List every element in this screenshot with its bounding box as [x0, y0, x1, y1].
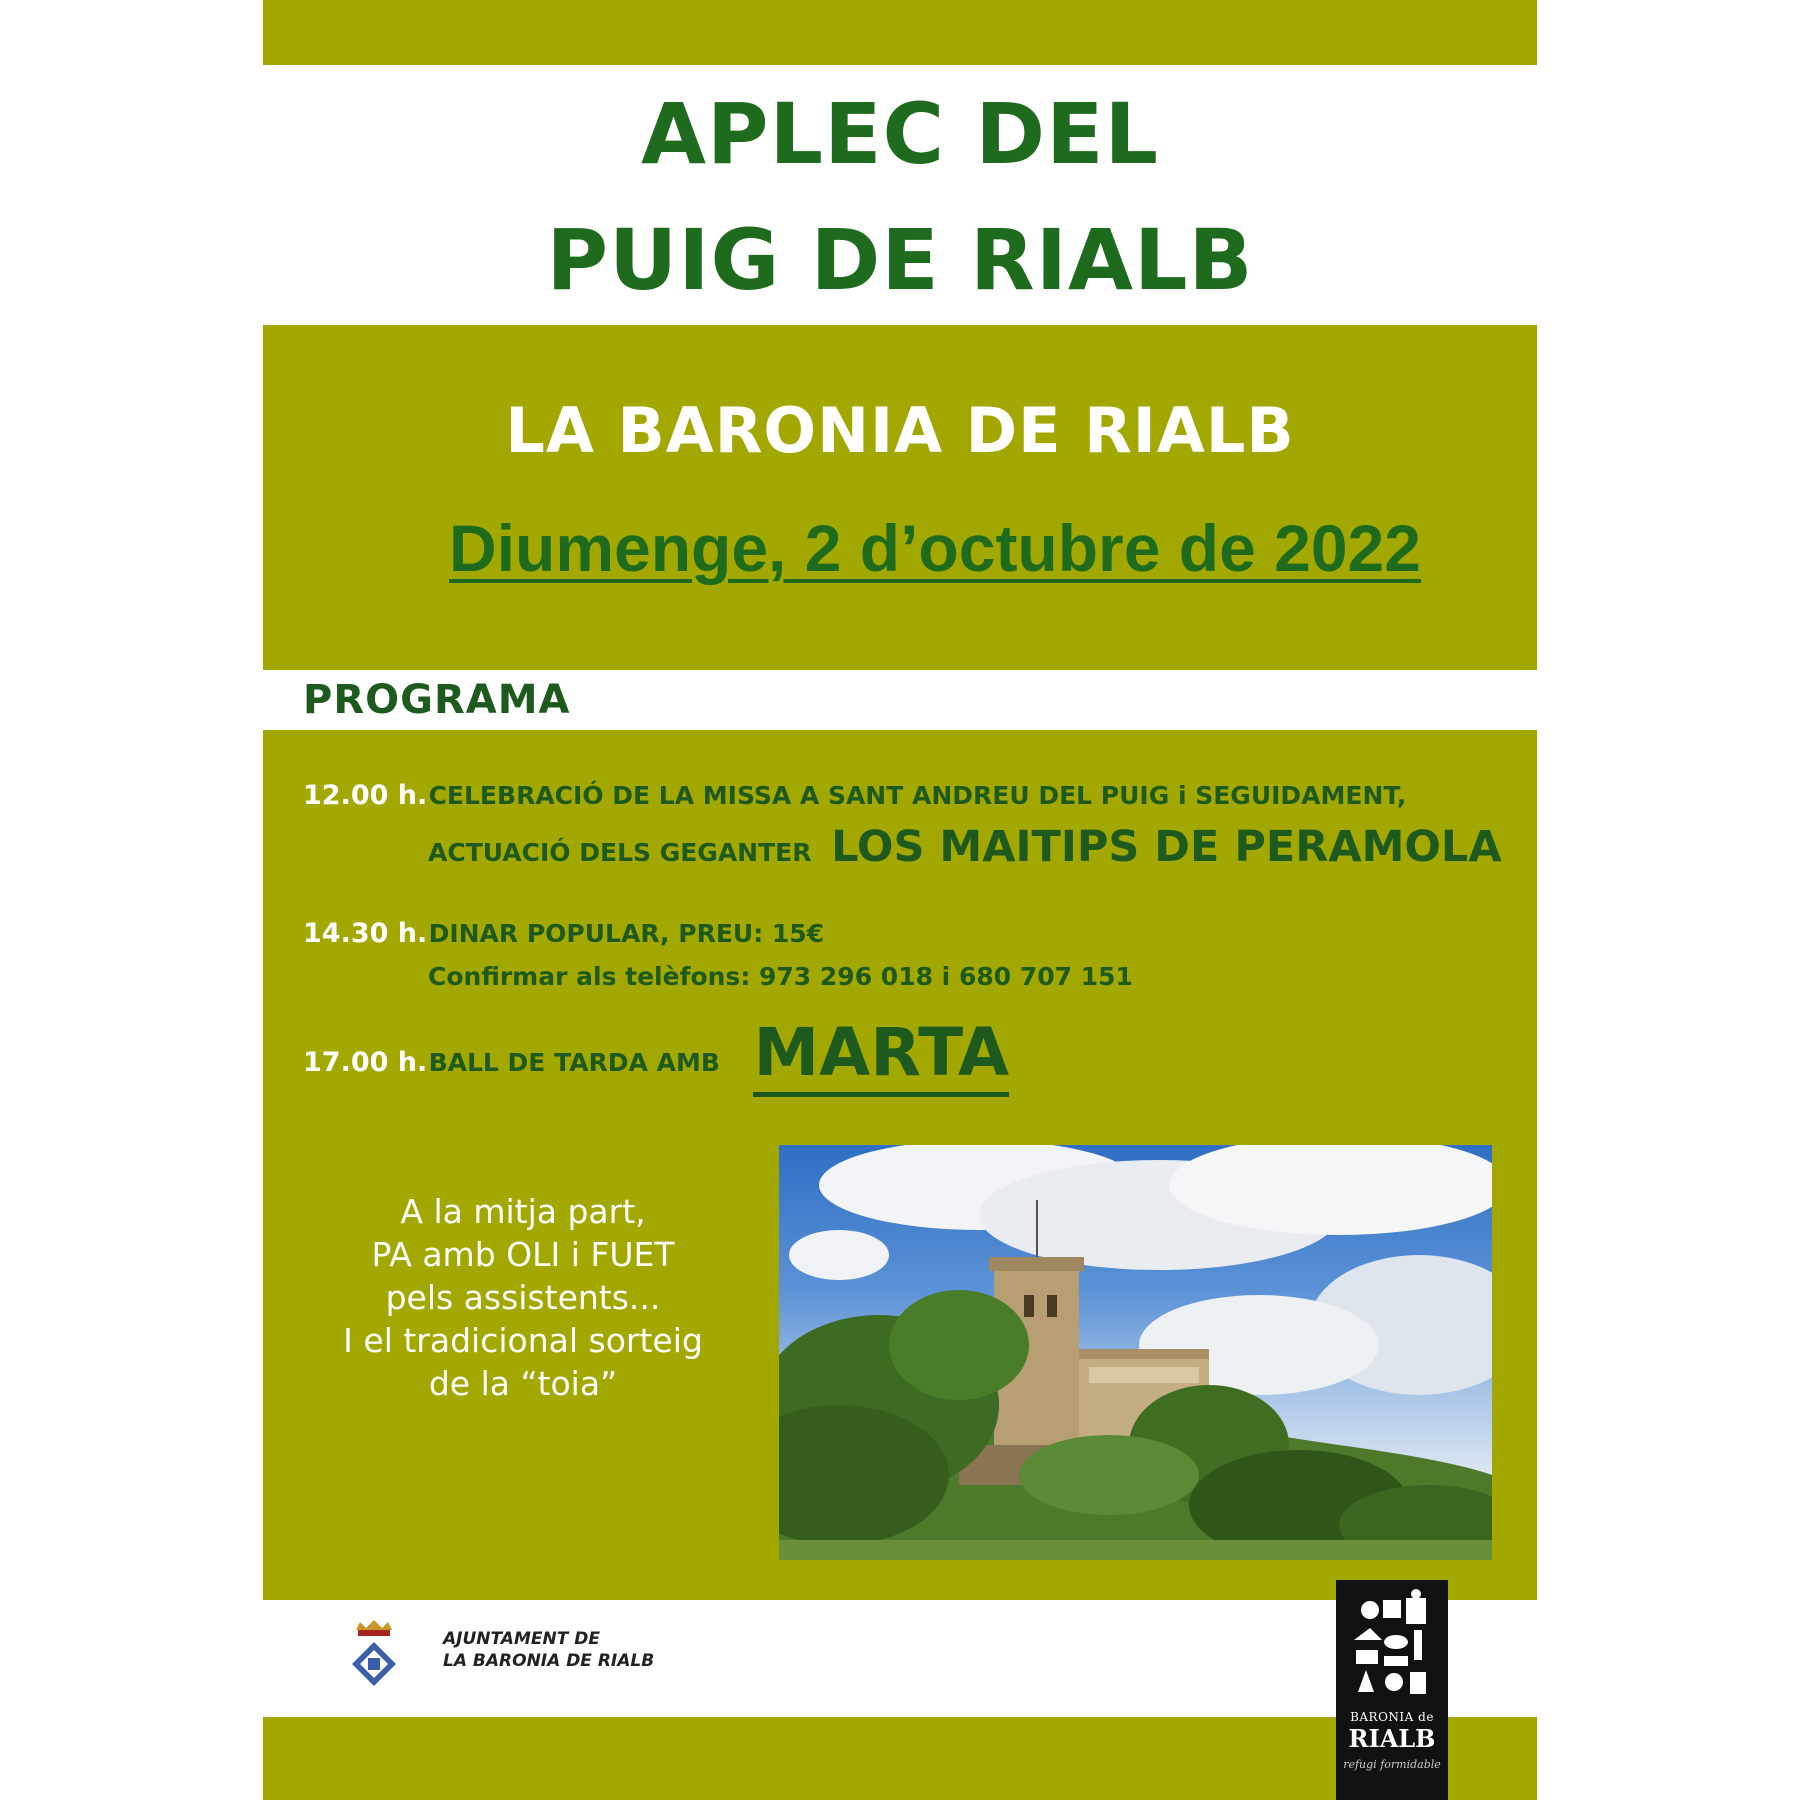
- brand-line-1: BARONIA de: [1350, 1710, 1434, 1724]
- church-photo: [779, 1145, 1492, 1560]
- note-line: de la “toia”: [428, 1364, 618, 1403]
- title-line-2: PUIG DE RIALB: [546, 211, 1254, 309]
- program-text: DINAR POPULAR, PREU: 15€: [428, 919, 825, 948]
- program-item-1: [303, 780, 1406, 811]
- program-item-3: [303, 1014, 1010, 1097]
- program-item-2-line-2: [428, 962, 1133, 991]
- note-line: I el tradicional sorteig: [343, 1321, 703, 1360]
- program-highlight: MARTA: [753, 1020, 1009, 1097]
- coat-of-arms-icon: [350, 1620, 398, 1690]
- program-time: 17.00 h.: [303, 1047, 428, 1078]
- program-text: ACTUACIÓ DELS GEGANTER: [428, 838, 812, 867]
- brand-line-2: RIALB: [1348, 1724, 1436, 1753]
- program-text: BALL DE TARDA AMB: [428, 1048, 720, 1077]
- program-time: 14.30 h.: [303, 918, 428, 949]
- header-band: [263, 325, 1537, 670]
- baronia-brand-logo: [1336, 1580, 1448, 1800]
- note-line: A la mitja part,: [400, 1192, 646, 1231]
- note-line: pels assistents...: [385, 1278, 661, 1317]
- subtitle: LA BARONIA DE RIALB: [505, 394, 1295, 467]
- title-line-1: APLEC DEL: [640, 85, 1159, 183]
- ajuntament-label: [443, 1628, 654, 1672]
- program-item-2: [303, 918, 824, 949]
- note-line: PA amb OLI i FUET: [371, 1235, 675, 1274]
- event-date-text: Diumenge, 2 d’octubre de 2022: [449, 511, 1421, 585]
- programa-heading: PROGRAMA: [303, 677, 571, 723]
- brand-tagline: refugi formidable: [1343, 1758, 1441, 1771]
- program-text: CELEBRACIÓ DE LA MISSA A SANT ANDREU DEL PUIG i SEGUIDAMENT,: [428, 781, 1407, 810]
- program-phones: Confirmar als telèfons: 973 296 018 i 680 707 151: [428, 962, 1133, 991]
- note: [273, 1190, 773, 1405]
- event-date: [263, 511, 1537, 585]
- heritage-pictograms-icon: [1336, 1580, 1448, 1705]
- top-band: [263, 0, 1537, 65]
- program-item-1-line-2: [428, 822, 1502, 872]
- poster: [263, 0, 1537, 1800]
- program-time: 12.00 h.: [303, 780, 428, 811]
- program-highlight: LOS MAITIPS DE PERAMOLA: [831, 822, 1502, 872]
- ajuntament-line-2: LA BARONIA DE RIALB: [443, 1651, 655, 1671]
- ajuntament-line-1: AJUNTAMENT DE: [443, 1629, 600, 1649]
- church-photo-illustration: [779, 1145, 1492, 1560]
